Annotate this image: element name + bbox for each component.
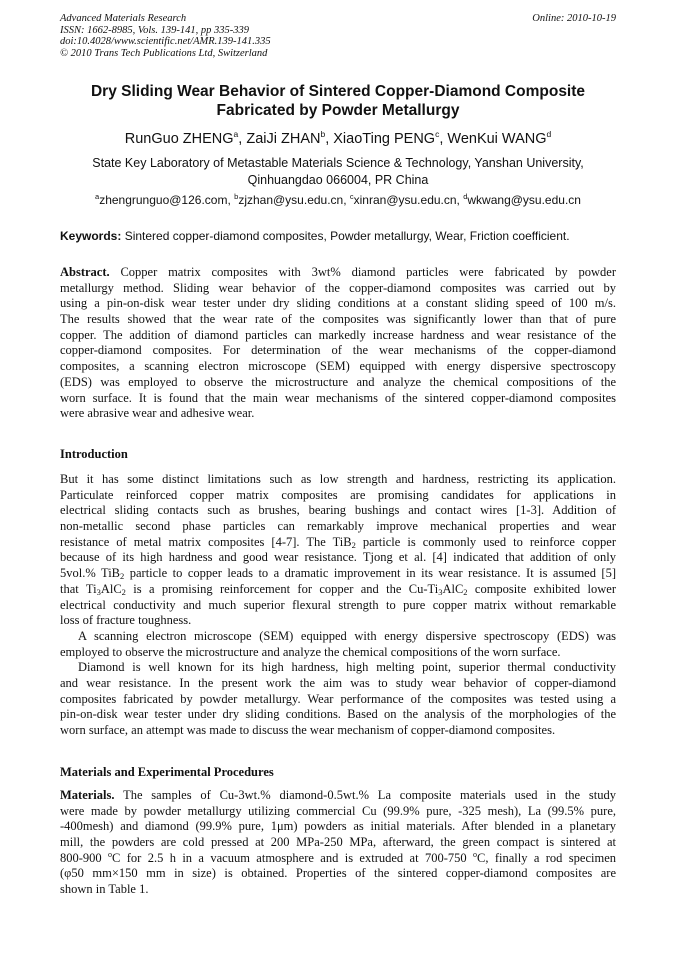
intro-line: pin-on-disk wear tester under dry sliding conditions. Based on the analysis of the morphologies of the <box>60 707 616 722</box>
abstract-line: Abstract. Copper matrix composites with 3wt% diamond particles were fabricated by powder <box>60 265 616 279</box>
affiliation-line: State Key Laboratory of Metastable Materials Science & Technology, Yanshan University, <box>92 156 584 170</box>
affiliation-line: Qinhuangdao 066004, PR China <box>247 172 429 187</box>
author-mark: c <box>435 129 440 139</box>
author-mark: d <box>546 129 552 139</box>
abstract-line: (EDS) was employed to observe the microstructure and analyze the chemical compositions of the <box>60 374 616 389</box>
section-heading-materials: Materials and Experimental Procedures <box>60 765 274 779</box>
email-list: $^a$zhengrunguo@126.com, $^b$zjzhan@ysu.edu.cn, $^c$xinran@ysu.edu.cn, $^d$wkwang@ysu.edu.cn <box>95 192 581 207</box>
materials-line: shown in Table 1. <box>60 882 149 897</box>
abstract-line: composites, a scanning electron microscope (SEM) equipped with energy dispersive spectroscopy <box>60 359 616 374</box>
intro-line: because of its high hardness and good wear resistance. Tjong et al. [4] indicated that addition of only <box>60 550 616 565</box>
email-link[interactable]: zjzhan@ysu.edu.cn <box>238 193 344 207</box>
materials-line: (φ50 mm×150 mm in size) is obtained. Properties of the sintered copper-diamond composites are <box>60 866 616 881</box>
author-name: WenKui WANG <box>447 131 547 147</box>
affiliation <box>60 155 616 188</box>
author-name: XiaoTing PENG <box>333 131 436 147</box>
keywords-text: Sintered copper-diamond composites, Powder metallurgy, Wear, Friction coefficient. <box>124 229 570 243</box>
keywords-label: Keywords: <box>60 229 122 243</box>
journal-name: Advanced Materials Research <box>60 13 187 24</box>
materials-line: Materials. The samples of Cu-3wt.% diamond-0.5wt.% La composite materials used in the study <box>60 788 616 802</box>
intro-line: electrical conductivity and much superior flexural strength to pure copper matrix without remarkable <box>60 597 616 612</box>
abstract-line: using a pin-on-disk wear tester under dry sliding conditions at a constant sliding speed of 100 m/s. <box>60 296 616 311</box>
intro-line: A scanning electron microscope (SEM) equipped with energy dispersive spectroscopy (EDS) was <box>78 628 616 643</box>
materials-line: 800-900 $^o$C for 2.5 h in a vacuum atmosphere and is extruded at 700-750 $^o$C, finally a rod specimen <box>60 849 616 865</box>
materials-body <box>60 788 616 898</box>
copyright-line: © 2010 Trans Tech Publications Ltd, Switzerland <box>60 47 268 59</box>
email-mark: c <box>349 192 354 201</box>
abstract-line: copper-diamond composites. For determination of the wear mechanisms of the copper-diamond <box>60 343 616 358</box>
intro-line: worn surface, an attempt was made to discuss the wear mechanism of copper-diamond composites. <box>60 723 556 737</box>
author-mark: a <box>233 129 239 139</box>
intro-line: and wear resistance. In the present work the aim was to study wear behavior of copper-diamond <box>60 675 616 690</box>
intro-line: Particulate reinforced copper matrix composites are promising candidates for applications in <box>60 487 616 502</box>
author-name: ZaiJi ZHAN <box>246 131 321 147</box>
materials-label: Materials. <box>60 788 115 802</box>
abstract-line: worn surface. It is found that the main wear mechanisms of the sintered copper-diamond composites <box>60 390 616 405</box>
abstract <box>60 265 616 422</box>
intro-line: electrical sliding contacts such as brushes, bearing bushings and contact wires [1-3]. Addition of <box>60 503 616 518</box>
email-mark: a <box>95 192 100 201</box>
abstract-line: metallurgy method. Sliding wear behavior of the copper-diamond composites was carried out by <box>60 280 616 295</box>
intro-line: composites fabricated by powder metallurgy. Wear performance of the composites was tested using a <box>60 691 616 706</box>
materials-line: mill, the powders are cold pressed at 200 MPa-250 MPa, afterward, the green compact is sintered at <box>60 835 616 850</box>
intro-line: non-metallic second phase particles can remarkably improve mechanical properties and wear <box>60 519 616 534</box>
abstract-label: Abstract. <box>60 265 110 279</box>
intro-line: loss of fracture toughness. <box>60 613 192 628</box>
email-link[interactable]: zhengrunguo@126.com <box>99 193 228 207</box>
email-link[interactable]: xinran@ysu.edu.cn <box>353 193 457 207</box>
online-date: Online: 2010-10-19 <box>532 13 616 24</box>
intro-line: resistance of metal matrix composites [4-7]. The TiB$_2$ particle is commonly used to reinforce copper <box>60 534 616 550</box>
keywords <box>60 229 616 244</box>
paper-title <box>60 82 616 120</box>
intro-line: employed to observe the microstructure and analyze the chemical compositions of the worn surface. <box>60 644 561 659</box>
journal-header <box>60 13 616 59</box>
abstract-line: were abrasive wear and adhesive wear. <box>60 406 255 421</box>
abstract-line: copper. The addition of diamond particles can markedly increase hardness and wear resistance of the <box>60 327 616 342</box>
title-line: Dry Sliding Wear Behavior of Sintered Copper-Diamond Composite <box>90 83 586 100</box>
issn-line: ISSN: 1662-8985, Vols. 139-141, pp 335-339 <box>60 24 249 36</box>
author-list: RunGuo ZHENG$^a$, ZaiJi ZHAN$^b$, XiaoTing PENG$^c$, WenKui WANG$^d$ <box>124 129 552 147</box>
section-heading-introduction: Introduction <box>60 447 128 461</box>
intro-line: that $Ti_3AlC_2$ is a promising reinforcement for copper and the $Cu-Ti_3AlC_2$ composite exhibited lower <box>60 581 616 597</box>
author-name: RunGuo ZHENG <box>124 131 234 147</box>
email-mark: b <box>234 192 239 201</box>
email-mark: d <box>463 192 468 201</box>
intro-line: But it has some distinct limitations such as low strength and hardness, restricting its application. <box>60 472 616 486</box>
doi-line: doi:10.4028/www.scientific.net/AMR.139-141.335 <box>60 36 271 47</box>
introduction-body <box>60 472 616 739</box>
title-line: Fabricated by Powder Metallurgy <box>216 102 460 119</box>
intro-line: Diamond is well known for its high hardness, high melting point, superior thermal conductivity <box>78 660 616 675</box>
materials-line: were made by powder metallurgy utilizing commercial Cu (99.9% pure, -325 mesh), La (99.5% pure, <box>60 803 616 818</box>
intro-line: 5vol.% TiB$_2$ particle to copper leads to a dramatic improvement in its wear resistance. It is assumed [5] <box>60 566 617 582</box>
abstract-line: The results showed that the wear rate of the composites was significantly lower than that of pure <box>60 312 616 327</box>
materials-line: -400mesh) and diamond (99.9% pure, 1μm) powders as initial materials. After blended in a planetary <box>60 819 616 834</box>
email-link[interactable]: wkwang@ysu.edu.cn <box>467 193 581 207</box>
author-mark: b <box>320 129 326 139</box>
